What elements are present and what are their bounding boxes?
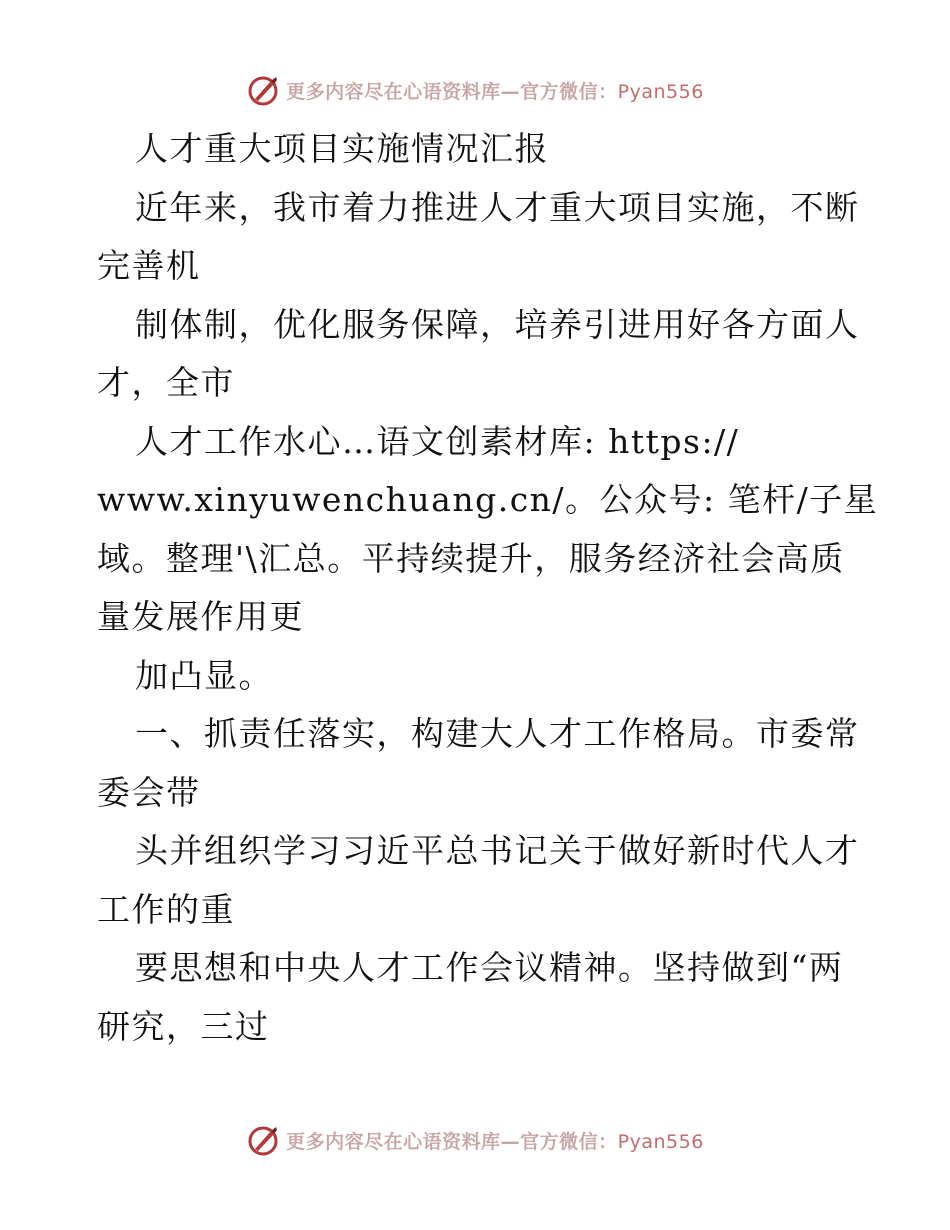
paragraph-line: 工作的重: [97, 889, 235, 929]
footer-banner-inner: [246, 1123, 704, 1157]
paragraph-line: 加凸显。: [135, 655, 273, 695]
paragraph-line: 头并组织学习习近平总书记关于做好新时代人才: [135, 831, 860, 870]
paragraph-line: www.xinyuwenchuang.cn/。公众号: 笔杆/子星: [97, 480, 879, 519]
header-banner-wechat-id: Pyan556: [617, 80, 704, 103]
paragraph-line: 量发展作用更: [97, 597, 304, 636]
document-title: 人才重大项目实施情况汇报: [135, 129, 549, 168]
footer-banner-label: 更多内容尽在心语资料库—官方微信：: [286, 1130, 618, 1153]
paragraph-line: 研究，三过: [97, 1006, 270, 1046]
paragraph-line: 要思想和中央人才工作会议精神。坚持做到“两: [135, 948, 844, 987]
header-banner-inner: [246, 73, 704, 107]
paragraph-line: 完善机: [97, 246, 201, 285]
paragraph-line: 制体制，优化服务保障，培养引进用好各方面人: [135, 304, 860, 344]
paragraph-line: 才，全市: [97, 363, 235, 402]
header-banner: [0, 70, 950, 110]
footer-banner-text: [286, 1127, 704, 1154]
footer-banner-wechat-id: Pyan556: [617, 1130, 704, 1153]
paragraph-line: 域。整理'\汇总。平持续提升，服务经济社会高质: [97, 538, 845, 578]
quill-seal-icon: [246, 1123, 280, 1157]
header-banner-text: [286, 77, 704, 104]
paragraph-line: 人才工作水心…语文创素材库: https://: [135, 421, 740, 461]
quill-seal-icon: [246, 73, 280, 107]
header-banner-label: 更多内容尽在心语资料库—官方微信：: [286, 80, 618, 103]
document-body: [97, 120, 879, 1056]
paragraph-line: 近年来，我市着力推进人才重大项目实施，不断: [135, 187, 860, 227]
paragraph-line: 一、抓责任落实，构建大人才工作格局。市委常: [135, 714, 860, 753]
paragraph-line: 委会带: [97, 772, 201, 812]
footer-banner: [0, 1120, 950, 1160]
